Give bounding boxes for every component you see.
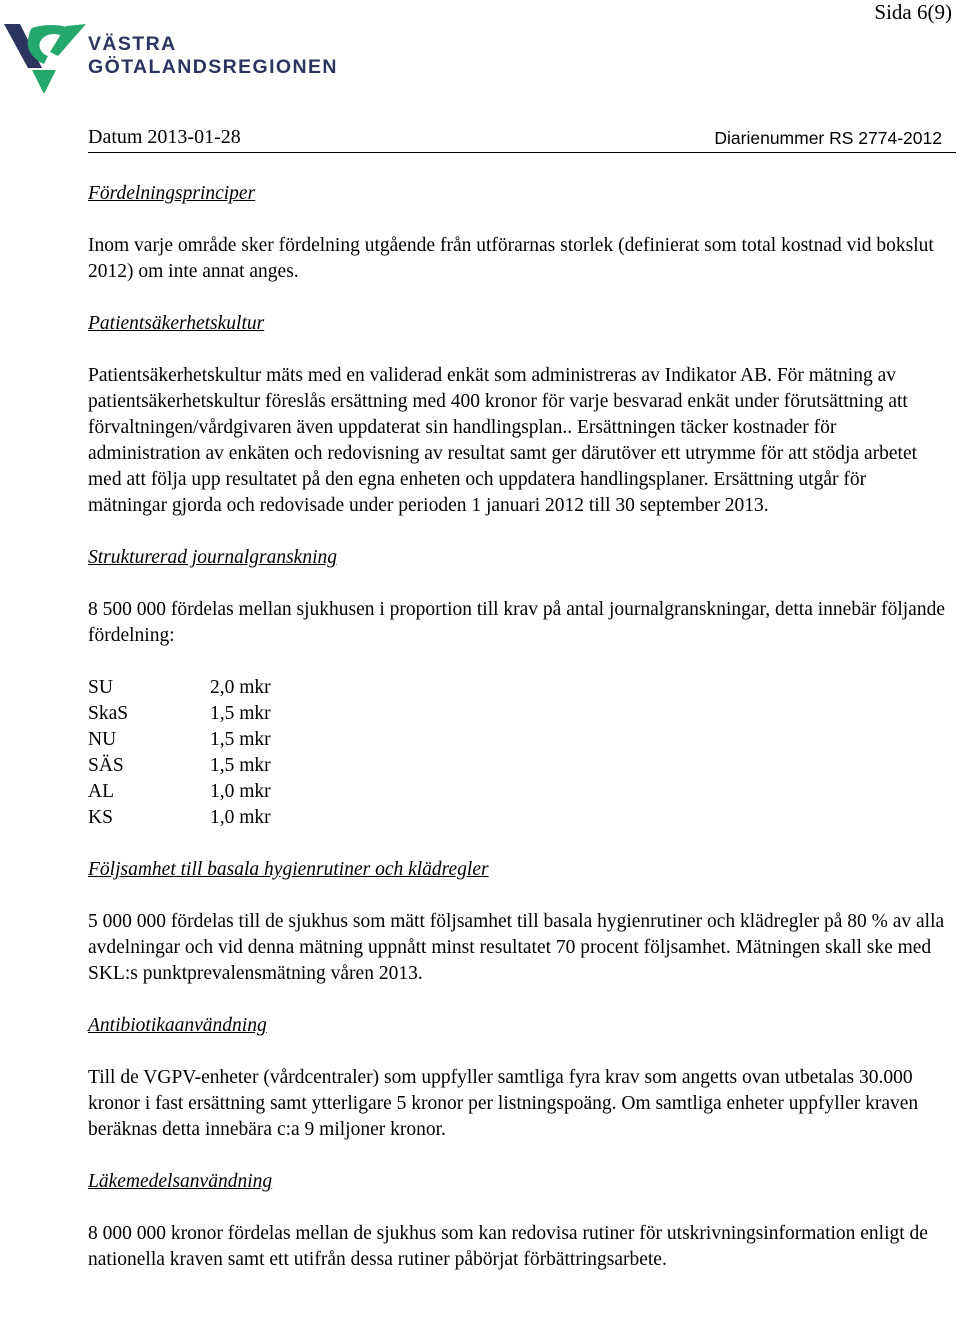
- paragraph-antibiotika: Till de VGPV-enheter (vårdcentraler) som uppfyller samtliga fyra krav som angetts ovan utbetalas 30.000 kronor i fast ersättning samt ytterligare 5 kronor per listningspoäng. Om samtliga enheter uppfyller kraven beräknas detta innebära c:a 9 miljoner kronor.: [88, 1067, 919, 1140]
- allocation-unit: SU: [88, 677, 113, 698]
- paragraph-lakemedel: 8 000 000 kronor fördelas mellan de sjukhus som kan redovisa rutiner för utskrivningsinformation enligt de nationella kraven samt ett utifrån dessa rutiner påbörjat förbättringsarbete.: [88, 1223, 928, 1270]
- allocation-unit: KS: [88, 807, 113, 828]
- table-row: [88, 727, 271, 753]
- heading-hygien: Följsamhet till basala hygienrutiner och klädregler: [88, 859, 489, 880]
- heading-fordelningsprinciper: Fördelningsprinciper: [88, 183, 256, 204]
- allocation-table: [88, 675, 271, 831]
- table-row: [88, 675, 271, 701]
- paragraph-fordelningsprinciper: Inom varje område sker fördelning utgående från utförarnas storlek (definierat som total kostnad vid bokslut 2012) om inte annat anges.: [88, 235, 934, 282]
- logo-line-2: GÖTALANDSREGIONEN: [88, 56, 338, 78]
- allocation-amount: 1,0 mkr: [210, 781, 271, 802]
- paragraph-patientsakerhetskultur: Patientsäkerhetskultur mäts med en validerad enkät som administreras av Indikator AB. För mätning av patientsäkerhetskultur föreslås ersättning med 400 kronor för varje besvarad enkät under förutsättning att förvaltningen/vårdgivaren även uppdaterat sin handlingsplan.. Ersättningen täcker kostnader för administration av enkäten och redovisning av resultat samt ger därutöver ett utrymme för att stödja arbetet med att följa upp resultatet på den egna enheten och uppdatera handlingsplaner. Ersättning utgår för mätningar gjorda och redovisade under perioden 1 januari 2012 till 30 september 2013.: [88, 365, 918, 516]
- header-reference-number: Diarienummer RS 2774-2012: [714, 128, 942, 148]
- logo-line-1: VÄSTRA: [88, 33, 177, 55]
- allocation-amount: 1,5 mkr: [210, 703, 271, 724]
- document-body: [88, 181, 948, 1273]
- vastra-gotalandsregionen-logo: [4, 22, 364, 100]
- heading-patientsakerhetskultur: Patientsäkerhetskultur: [88, 313, 265, 334]
- paragraph-journalgranskning: 8 500 000 fördelas mellan sjukhusen i proportion till krav på antal journalgranskningar, detta innebär följande fördelning:: [88, 599, 945, 646]
- table-row: [88, 701, 271, 727]
- heading-antibiotika: Antibiotikaanvändning: [88, 1015, 267, 1036]
- heading-lakemedel: Läkemedelsanvändning: [88, 1171, 273, 1192]
- allocation-amount: 1,5 mkr: [210, 755, 271, 776]
- page-number: Sida 6(9): [874, 0, 952, 24]
- allocation-unit: NU: [88, 729, 117, 750]
- allocation-amount: 1,0 mkr: [210, 807, 271, 828]
- allocation-amount: 1,5 mkr: [210, 729, 271, 750]
- logo-wordmark: [88, 33, 338, 79]
- region-emblem-icon: [4, 22, 88, 98]
- allocation-unit: SkaS: [88, 703, 129, 724]
- paragraph-hygien: 5 000 000 fördelas till de sjukhus som mätt följsamhet till basala hygienrutiner och klädregler på 80 % av alla avdelningar och vid denna mätning uppnått minst resultatet 70 procent följsamhet. Mätningen skall ske med SKL:s punktprevalensmätning våren 2013.: [88, 911, 945, 984]
- table-row: [88, 753, 271, 779]
- allocation-amount: 2,0 mkr: [210, 677, 271, 698]
- document-header: [88, 126, 956, 153]
- allocation-unit: SÄS: [88, 755, 124, 776]
- table-row: [88, 779, 271, 805]
- allocation-unit: AL: [88, 781, 114, 802]
- heading-journalgranskning: Strukturerad journalgranskning: [88, 547, 337, 568]
- table-row: [88, 805, 271, 831]
- header-date: Datum 2013-01-28: [88, 126, 241, 148]
